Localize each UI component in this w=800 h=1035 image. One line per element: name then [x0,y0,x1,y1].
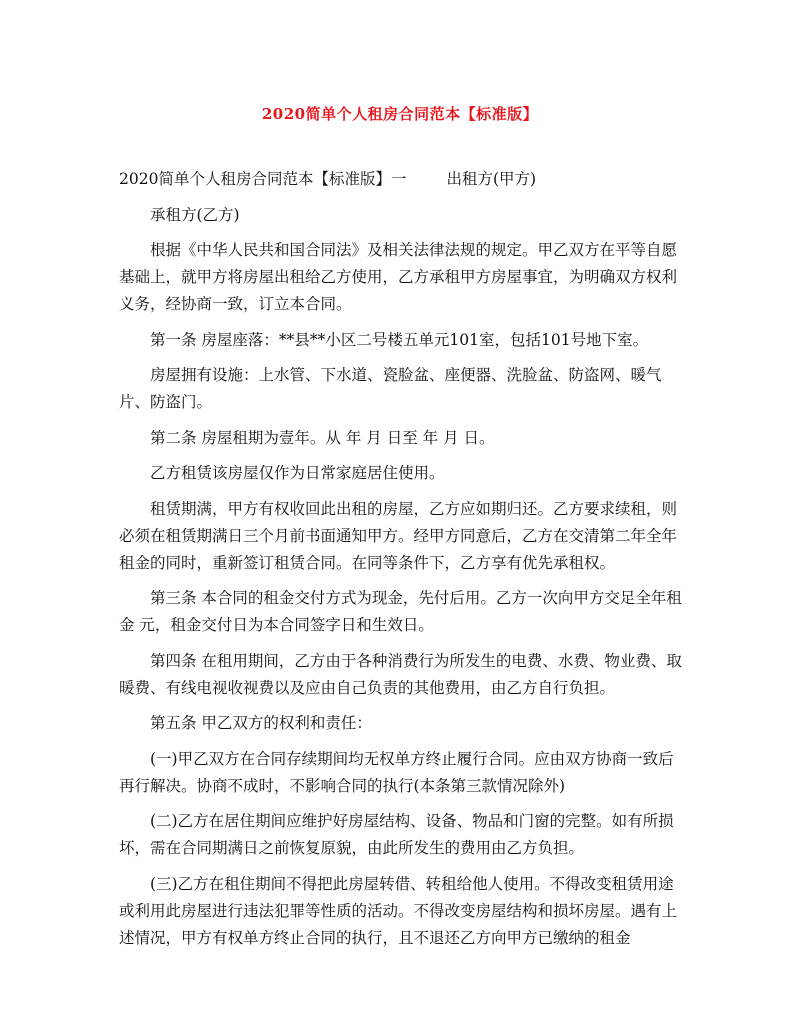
paragraph-renewal: 租赁期满，甲方有权收回此出租的房屋，乙方应如期归还。乙方要求续租，则必须在租赁期满日三个月前书面通知甲方。经甲方同意后，乙方在交清第二年全年租金的同时，重新签订租赁合同。在同等条件下，乙方享有优先承租权。 [119,499,678,572]
intro-heading: 2020简单个人租房合同范本【标准版】一 [119,170,407,188]
paragraph-party-b: 承租方(乙方) [150,205,240,224]
paragraph-facilities: 房屋拥有设施：上水管、下水道、瓷脸盆、座便器、洗脸盆、防盗网、暖气片、防盗门。 [119,366,662,411]
paragraph-clause-2: (二)乙方在居住期间应维护好房屋结构、设备、物品和门窗的完整。如有所损坏，需在合同期满日之前恢复原貌，由此所发生的费用由乙方负担。 [119,812,674,857]
paragraph-article-3: 第三条 本合同的租金交付方式为现金，先付后用。乙方一次向甲方交足全年租金 元，租金交付日为本合同签字日和生效日。 [119,589,682,634]
paragraph-article-4: 第四条 在租用期间，乙方由于各种消费行为所发生的电费、水费、物业费、取暖费、有线电视收视费以及应由自己负责的其他费用，由乙方自行负担。 [119,651,682,697]
document-body [119,166,685,960]
intro-paragraph [119,166,685,193]
paragraph-article-2: 第二条 房屋租期为壹年。从 年 月 日至 年 月 日。 [150,428,495,447]
intro-party-a: 出租方(甲方) [446,170,537,188]
paragraph-clause-3: (三)乙方在租住期间不得把此房屋转借、转租给他人使用。不得改变租赁用途或利用此房屋进行违法犯罪等性质的活动。不得改变房屋结构和损坏房屋。遇有上述情况，甲方有权单方终止合同的执行，且不退还乙方向甲方已缴纳的租金 [119,874,678,947]
paragraph-clause-1: (一)甲乙双方在合同存续期间均无权单方终止履行合同。应由双方协商一致后再行解决。协商不成时，不影响合同的执行(本条第三款情况除外) [119,749,674,795]
paragraph-preamble: 根据《中华人民共和国合同法》及相关法律法规的规定。甲乙双方在平等自愿基础上，就甲方将房屋出租给乙方使用，乙方承租甲方房屋事宜，为明确双方权利义务，经协商一致，订立本合同。 [119,241,678,313]
paragraph-article-1: 第一条 房屋座落：**县**小区二号楼五单元101室，包括101号地下室。 [150,330,649,349]
document-title: 2020简单个人租房合同范本【标准版】 [261,105,539,123]
paragraph-article-5: 第五条 甲乙双方的权利和责任： [150,714,372,732]
paragraph-usage: 乙方租赁该房屋仅作为日常家庭居住使用。 [150,464,445,482]
